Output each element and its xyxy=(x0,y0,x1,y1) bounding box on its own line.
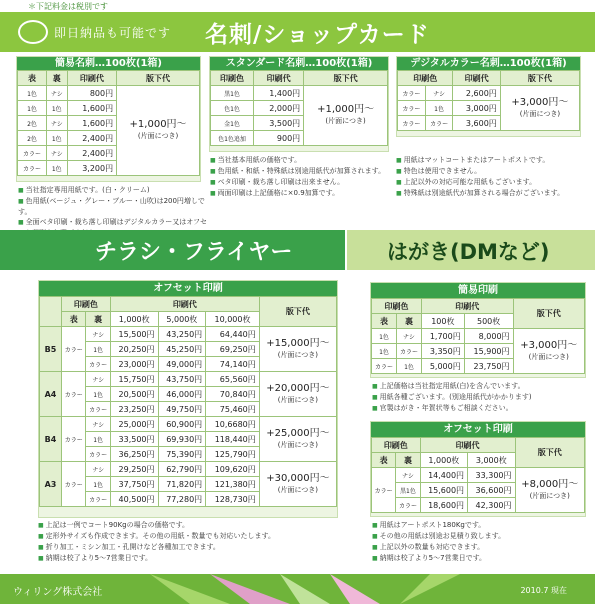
table-cell: 128,730円 xyxy=(206,492,260,507)
table-cell: 版下代 xyxy=(513,299,584,329)
plate-fee-cell xyxy=(117,86,200,176)
plate-fee: +25,000円〜 xyxy=(266,427,330,439)
note-item: ■ 上記以外の数量も対応できます。 xyxy=(372,542,588,553)
table-cell: 印刷色 xyxy=(211,71,254,86)
table-cell: 印刷代 xyxy=(110,297,259,312)
table-cell: A3 xyxy=(40,462,62,507)
table-cell: カラー xyxy=(86,447,110,462)
table-cell: 2,400円 xyxy=(67,131,117,146)
table-cell: 23,250円 xyxy=(110,402,158,417)
table-cell: カラー xyxy=(396,498,420,513)
note-item: ■ 特殊紙は別途紙代が加算される場合がございます。 xyxy=(396,188,586,199)
note-item: ■ その他の用紙は別途お見積り致します。 xyxy=(372,531,588,542)
postcard-banner xyxy=(347,230,595,270)
note-item: ■ 色用紙・和紙・特殊紙は別途用紙代が加算されます。 xyxy=(210,166,395,177)
table-cell: 裏 xyxy=(397,314,422,329)
table-cell: 69,250円 xyxy=(206,342,260,357)
banner-title: 名刺/ショップカード xyxy=(205,22,430,48)
table-cell: 3,600円 xyxy=(453,116,500,131)
flyer-title: チラシ・フライヤー xyxy=(95,240,293,265)
plate-fee: +30,000円〜 xyxy=(266,472,330,484)
table-row xyxy=(372,468,585,483)
table-cell: 65,560円 xyxy=(206,372,260,387)
table-cell: 裏 xyxy=(86,312,110,327)
banner-subtitle: 即日納品も可能です xyxy=(54,26,172,40)
table-cell: 62,790円 xyxy=(158,462,206,477)
table-cell: 表 xyxy=(62,312,86,327)
table-cell: 2,600円 xyxy=(453,86,500,101)
plate-fee-cell xyxy=(259,327,336,372)
table-cell: ナシ xyxy=(86,417,110,432)
table-cell: カラー xyxy=(86,492,110,507)
table-cell: B5 xyxy=(40,327,62,372)
note-item: ■ 折り加工・ミシン加工・孔開けなど各種加工できます。 xyxy=(38,542,338,553)
table-cell: 15,500円 xyxy=(110,327,158,342)
standard-card-title: スタンダード名刺…100枚(1箱) xyxy=(210,57,388,70)
table-cell: 10,6680円 xyxy=(206,417,260,432)
table-cell: 2色 xyxy=(18,116,47,131)
table-cell: 29,250円 xyxy=(110,462,158,477)
table-cell: 1色 xyxy=(18,101,47,116)
simple-card-box xyxy=(16,56,201,182)
table-row xyxy=(211,71,388,86)
table-cell: カラー xyxy=(62,327,86,372)
table-cell: 1色 xyxy=(86,342,110,357)
table-cell: カラー xyxy=(62,372,86,417)
note-item: ■ 用紙各種ございます。(別途用紙代がかかります) xyxy=(372,392,588,403)
table-cell: 121,380円 xyxy=(206,477,260,492)
table-cell: 118,440円 xyxy=(206,432,260,447)
note-item: ■ 定形外サイズも作成できます。その他の用紙・数量でも対応いたします。 xyxy=(38,531,338,542)
table-cell: カラー xyxy=(18,161,47,176)
table-cell: 20,500円 xyxy=(110,387,158,402)
standard-card-notes xyxy=(210,155,395,199)
as-of-date: 2010.7 現在 xyxy=(520,586,567,595)
table-cell: 49,000円 xyxy=(158,357,206,372)
plate-fee: +3,000円〜 xyxy=(511,96,569,108)
table-cell: 36,250円 xyxy=(110,447,158,462)
table-cell: 2色 xyxy=(18,131,47,146)
plate-fee-note: (片面につき) xyxy=(529,491,570,500)
table-cell: 1,000枚 xyxy=(420,453,467,468)
plate-fee-cell xyxy=(259,372,336,417)
table-cell: 33,300円 xyxy=(468,468,515,483)
simple-card-title: 簡易名刺…100枚(1箱) xyxy=(17,57,200,70)
table-cell: カラー xyxy=(62,462,86,507)
table-cell: 33,500円 xyxy=(110,432,158,447)
table-cell: 18,600円 xyxy=(420,498,467,513)
table-cell: 800円 xyxy=(67,86,117,101)
table-cell: 15,600円 xyxy=(420,483,467,498)
table-cell: 表 xyxy=(372,453,396,468)
plate-fee-cell xyxy=(500,86,579,131)
table-cell: 69,930円 xyxy=(158,432,206,447)
note-item: ■ 全面ベタ印刷・裁ち落し印刷はデジタルカラー又はオフセ xyxy=(18,217,208,238)
postcard-offset-table xyxy=(371,437,585,513)
table-cell: 1,400円 xyxy=(254,86,304,101)
table-cell: 20,250円 xyxy=(110,342,158,357)
digital-card-table xyxy=(397,70,580,131)
table-cell: 印刷代 xyxy=(422,299,514,314)
note-item: ■ 当社基本用紙の価格です。 xyxy=(210,155,395,166)
table-cell: ナシ xyxy=(396,468,420,483)
table-cell: 109,620円 xyxy=(206,462,260,477)
table-cell: 1色 xyxy=(372,344,397,359)
table-cell: 1色 xyxy=(86,387,110,402)
table-cell: 64,440円 xyxy=(206,327,260,342)
table-cell: カラー xyxy=(425,116,453,131)
table-cell: 42,300円 xyxy=(468,498,515,513)
table-cell: 43,750円 xyxy=(158,372,206,387)
table-cell: 14,400円 xyxy=(420,468,467,483)
table-row xyxy=(398,71,580,86)
table-cell: 表 xyxy=(372,314,397,329)
plate-fee-cell xyxy=(259,417,336,462)
table-row xyxy=(40,462,337,477)
blank-cell xyxy=(40,297,62,327)
table-cell: 500枚 xyxy=(464,314,513,329)
table-cell: カラー xyxy=(18,146,47,161)
plate-fee: +8,000円〜 xyxy=(521,478,579,490)
note-item: ■ 上記以外の対応可能な用紙もございます。 xyxy=(396,177,586,188)
table-cell: 3,200円 xyxy=(67,161,117,176)
table-row xyxy=(40,417,337,432)
table-cell: 60,900円 xyxy=(158,417,206,432)
table-cell: ナシ xyxy=(86,462,110,477)
digital-card-title: デジタルカラー名刺…100枚(1箱) xyxy=(397,57,580,70)
table-cell: ナシ xyxy=(47,146,68,161)
postcard-offset-notes xyxy=(372,520,588,564)
table-row xyxy=(40,327,337,342)
note-item: ■ 色用紙(ベージュ・グレー・ブルー・山吹)は200円増しです。 xyxy=(18,196,208,217)
plate-fee-cell xyxy=(304,86,388,146)
leaf-icon xyxy=(18,20,48,44)
table-cell: 3,500円 xyxy=(254,116,304,131)
digital-card-notes xyxy=(396,155,586,199)
table-cell: 8,000円 xyxy=(464,329,513,344)
table-cell: 46,000円 xyxy=(158,387,206,402)
table-cell: 1色 xyxy=(47,101,68,116)
postcard-offset-title: オフセット印刷 xyxy=(371,422,585,437)
table-cell: 10,000枚 xyxy=(206,312,260,327)
table-cell: 23,750円 xyxy=(464,359,513,374)
plate-fee-note: (片面につき) xyxy=(277,485,319,494)
flyer-table-title: オフセット印刷 xyxy=(39,281,337,296)
postcard-simple-table xyxy=(371,298,585,374)
table-cell: 40,500円 xyxy=(110,492,158,507)
note-item: ■ 特色は使用できません。 xyxy=(396,166,586,177)
table-cell: ナシ xyxy=(47,86,68,101)
table-cell: 版下代 xyxy=(304,71,388,86)
table-cell: 印刷代 xyxy=(254,71,304,86)
table-cell: ナシ xyxy=(86,327,110,342)
table-cell: ナシ xyxy=(47,116,68,131)
table-cell: 36,600円 xyxy=(468,483,515,498)
table-cell: 5,000枚 xyxy=(158,312,206,327)
table-cell: 表 xyxy=(18,71,47,86)
note-item: ■ ベタ印刷・裁ち落し印刷は出来ません。 xyxy=(210,177,395,188)
table-cell: 1,000枚 xyxy=(110,312,158,327)
tax-note: ＊下記料金は税別です xyxy=(28,2,108,11)
simple-card-table xyxy=(17,70,200,176)
plate-fee: +15,000円〜 xyxy=(266,337,330,349)
note-item: ■ 用紙はアートポスト180Kgです。 xyxy=(372,520,588,531)
table-cell: カラー xyxy=(398,86,426,101)
table-cell: 1色 xyxy=(47,131,68,146)
plate-fee-note: (片面につき) xyxy=(277,395,319,404)
table-cell: 125,790円 xyxy=(206,447,260,462)
table-row xyxy=(372,438,585,453)
plate-fee-cell xyxy=(513,329,584,374)
note-item: ■ 上記価格は当社指定用紙(白)を含んでいます。 xyxy=(372,381,588,392)
postcard-simple-box xyxy=(370,282,586,378)
table-cell: ナシ xyxy=(397,329,422,344)
table-cell: 印刷代 xyxy=(420,438,515,453)
table-cell: 黒1色 xyxy=(211,86,254,101)
footer xyxy=(0,574,595,604)
note-item: ■ 官製はがき・年賀状等もご相談ください。 xyxy=(372,403,588,414)
flyer-notes xyxy=(38,520,338,564)
postcard-title: はがき(DMなど) xyxy=(387,240,550,264)
table-cell: 版下代 xyxy=(117,71,200,86)
table-cell: 49,750円 xyxy=(158,402,206,417)
table-cell: A4 xyxy=(40,372,62,417)
table-cell: 1色 xyxy=(86,477,110,492)
plate-fee-cell xyxy=(259,462,336,507)
note-item: ■ 両面印刷は上記価格に×0.9加算です。 xyxy=(210,188,395,199)
table-cell: 印刷代 xyxy=(67,71,117,86)
table-cell: カラー xyxy=(398,116,426,131)
table-cell: 74,140円 xyxy=(206,357,260,372)
table-cell: 1色 xyxy=(86,432,110,447)
table-cell: 裏 xyxy=(47,71,68,86)
table-cell: 71,820円 xyxy=(158,477,206,492)
plate-fee-note: (片面につき) xyxy=(137,132,179,140)
table-cell: 77,280円 xyxy=(158,492,206,507)
table-cell: 900円 xyxy=(254,131,304,146)
business-card-banner xyxy=(0,12,595,52)
table-cell: カラー xyxy=(372,359,397,374)
table-cell: 1色 xyxy=(18,86,47,101)
flyer-banner xyxy=(0,230,345,270)
plate-fee: +1,000円〜 xyxy=(129,119,187,130)
table-cell: 印刷色 xyxy=(62,297,111,312)
table-cell: 印刷代 xyxy=(453,71,500,86)
table-row xyxy=(18,86,200,101)
plate-fee-note: (片面につき) xyxy=(325,117,366,125)
table-cell: 1,600円 xyxy=(67,101,117,116)
table-cell: カラー xyxy=(86,357,110,372)
postcard-offset-box xyxy=(370,421,586,517)
table-cell: カラー xyxy=(62,417,86,462)
standard-card-table xyxy=(210,70,388,146)
table-row xyxy=(211,86,388,101)
standard-card-box xyxy=(209,56,389,152)
flyer-box xyxy=(38,280,338,518)
table-cell: 印刷色 xyxy=(398,71,453,86)
note-item: ■ 上記は一例でコート90Kgの場合の価格です。 xyxy=(38,520,338,531)
table-row xyxy=(372,299,585,314)
plate-fee: +1,000円〜 xyxy=(317,104,375,115)
table-cell: 2,000円 xyxy=(254,101,304,116)
note-item: ■ 納期は校了より5〜7営業日です。 xyxy=(38,553,338,564)
postcard-simple-title: 簡易印刷 xyxy=(371,283,585,298)
table-cell: B4 xyxy=(40,417,62,462)
table-cell: 1色 xyxy=(372,329,397,344)
digital-card-box xyxy=(396,56,581,137)
note-item: ■ 当社指定専用用紙です。(白・クリーム) xyxy=(18,185,208,196)
table-cell: 3,000枚 xyxy=(468,453,515,468)
table-cell: 1色 xyxy=(47,161,68,176)
table-cell: 1色 xyxy=(397,359,422,374)
table-cell: 75,390円 xyxy=(158,447,206,462)
table-row xyxy=(18,71,200,86)
table-cell: 75,460円 xyxy=(206,402,260,417)
table-cell: 裏 xyxy=(396,453,420,468)
table-cell: 色1色 xyxy=(211,101,254,116)
flyer-table xyxy=(39,296,337,507)
table-cell: 15,750円 xyxy=(110,372,158,387)
table-cell: 3,000円 xyxy=(453,101,500,116)
table-cell: 金1色 xyxy=(211,116,254,131)
table-row xyxy=(40,297,337,312)
plate-fee-note: (片面につき) xyxy=(277,440,319,449)
table-cell: カラー xyxy=(86,402,110,417)
table-cell: 45,250円 xyxy=(158,342,206,357)
table-cell: 25,000円 xyxy=(110,417,158,432)
table-cell: 43,250円 xyxy=(158,327,206,342)
table-cell: 3,350円 xyxy=(422,344,465,359)
table-row xyxy=(398,86,580,101)
table-cell: 印刷色 xyxy=(372,438,421,453)
table-cell: 5,000円 xyxy=(422,359,465,374)
plate-fee: +3,000円〜 xyxy=(520,339,578,351)
plate-fee-note: (片面につき) xyxy=(277,350,319,359)
plate-fee-note: (片面につき) xyxy=(528,352,569,361)
plate-fee-cell xyxy=(515,468,585,513)
plate-fee: +20,000円〜 xyxy=(266,382,330,394)
table-cell: 100枚 xyxy=(422,314,465,329)
table-cell: カラー xyxy=(372,468,396,513)
company-name: ウィリング株式会社 xyxy=(13,587,103,598)
table-cell: 版下代 xyxy=(515,438,585,468)
table-cell: 版下代 xyxy=(259,297,336,327)
table-cell: 1,600円 xyxy=(67,116,117,131)
table-cell: 1色 xyxy=(425,101,453,116)
table-cell: 23,000円 xyxy=(110,357,158,372)
table-cell: カラー xyxy=(398,101,426,116)
table-cell: 2,400円 xyxy=(67,146,117,161)
note-item: ■ 納期は校了より5〜7営業日です。 xyxy=(372,553,588,564)
table-row xyxy=(40,372,337,387)
table-row xyxy=(372,329,585,344)
table-cell: 印刷色 xyxy=(372,299,422,314)
table-cell: ナシ xyxy=(86,372,110,387)
table-cell: ナシ xyxy=(425,86,453,101)
table-cell: 黒1色 xyxy=(396,483,420,498)
table-cell: 版下代 xyxy=(500,71,579,86)
plate-fee-note: (片面につき) xyxy=(519,109,561,118)
table-cell: カラー xyxy=(397,344,422,359)
table-cell: 1,700円 xyxy=(422,329,465,344)
table-cell: 15,900円 xyxy=(464,344,513,359)
table-cell: 色1色追加 xyxy=(211,131,254,146)
note-item: ■ 用紙はマットコートまたはアートポストです。 xyxy=(396,155,586,166)
table-cell: 70,840円 xyxy=(206,387,260,402)
table-cell: 37,750円 xyxy=(110,477,158,492)
postcard-simple-notes xyxy=(372,381,588,414)
